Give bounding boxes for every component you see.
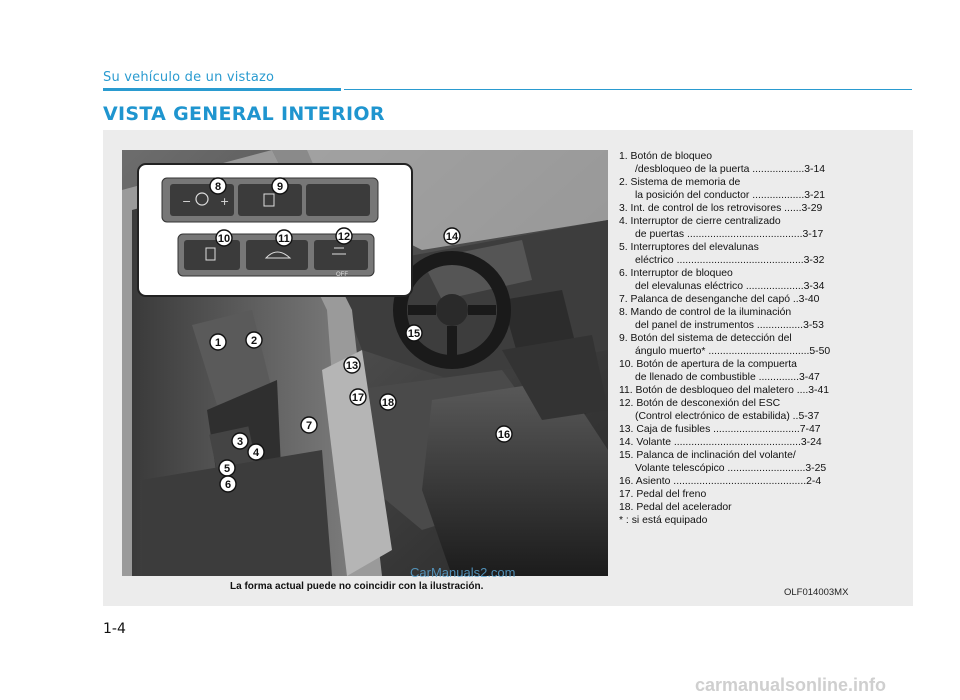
- legend-item-line: 6. Interruptor de bloqueo: [619, 268, 733, 279]
- section-title: Su vehículo de un vistazo: [103, 70, 275, 85]
- site-watermark: carmanualsonline.info: [695, 675, 887, 695]
- legend-item-line: 10. Botón de apertura de la compuerta: [619, 359, 797, 370]
- legend-item: [619, 501, 906, 514]
- legend-item-line: 2. Sistema de memoria de: [619, 177, 741, 188]
- legend-item-line: 17. Pedal del freno: [619, 489, 707, 500]
- callout-number: 14: [445, 231, 459, 243]
- callout-number: 7: [305, 420, 313, 432]
- legend-item-line: 12. Botón de desconexión del ESC: [619, 398, 781, 409]
- callout-number: 9: [276, 181, 284, 193]
- legend-item: [619, 332, 906, 358]
- page-heading: VISTA GENERAL INTERIOR: [103, 103, 385, 125]
- legend-item-line: 3. Int. de control de los retrovisores ......3-29: [619, 203, 823, 214]
- legend-item: [619, 384, 906, 397]
- figure-caption: La forma actual puede no coincidir con la ilustración.: [230, 581, 484, 592]
- legend-item: [619, 176, 906, 202]
- legend-item-line: 16. Asiento ..............................................2-4: [619, 476, 822, 487]
- section-rule: [103, 88, 341, 91]
- callout-number: 1: [214, 337, 222, 349]
- callout-number: 15: [407, 328, 421, 340]
- callout-number: 8: [214, 181, 222, 193]
- callout-number: 11: [278, 233, 290, 245]
- section-rule-thin: [344, 89, 912, 90]
- page-number: 1-4: [103, 621, 126, 637]
- legend-item: [619, 358, 906, 384]
- watermark: CarManuals2.com: [410, 565, 516, 580]
- legend-item: [619, 488, 906, 501]
- callout-number: 6: [224, 479, 232, 491]
- legend-list: [619, 150, 906, 527]
- callout-number: 2: [250, 335, 258, 347]
- legend-item-continuation: del elevalunas eléctrico ....................3-34: [635, 281, 825, 292]
- legend-item-line: 11. Botón de desbloqueo del maletero ....3-41: [619, 385, 830, 396]
- legend-item: [619, 267, 906, 293]
- callout-number: 4: [252, 447, 260, 459]
- legend-item-line: 7. Palanca de desenganche del capó ..3-40: [619, 294, 820, 305]
- legend-item-continuation: de llenado de combustible ..............3-47: [635, 372, 820, 383]
- callout-number: 10: [217, 233, 231, 245]
- legend-item-line: 8. Mando de control de la iluminación: [619, 307, 792, 318]
- figure-ref-code: OLF014003MX: [784, 587, 849, 598]
- legend-item-continuation: ángulo muerto* ...................................5-50: [635, 346, 831, 357]
- callout-number: 17: [351, 392, 365, 404]
- legend-item: [619, 436, 906, 449]
- legend-item-line: 4. Interruptor de cierre centralizado: [619, 216, 781, 227]
- legend-item-line: 5. Interruptores del elevalunas: [619, 242, 759, 253]
- legend-item: [619, 202, 906, 215]
- legend-item-line: 18. Pedal del acelerador: [619, 502, 732, 513]
- legend-item: [619, 241, 906, 267]
- legend-item-line: 9. Botón del sistema de detección del: [619, 333, 792, 344]
- legend-item-line: 1. Botón de bloqueo: [619, 151, 713, 162]
- svg-text:−: −: [182, 195, 192, 208]
- inset-off-label: OFF: [336, 272, 348, 278]
- legend-item-continuation: Volante telescópico ...........................3-25: [635, 463, 827, 474]
- legend-item-continuation: eléctrico ............................................3-32: [635, 255, 825, 266]
- legend-item-continuation: de puertas ........................................3-17: [635, 229, 824, 240]
- legend-item: [619, 449, 906, 475]
- callout-number: 16: [497, 429, 511, 441]
- callout-number: 18: [381, 397, 395, 409]
- callout-number: 5: [223, 463, 231, 475]
- callout-number: 12: [337, 231, 351, 243]
- legend-item-continuation: la posición del conductor ..................3-21: [635, 190, 826, 201]
- legend-item-continuation: (Control electrónico de estabilida) ..5-37: [635, 411, 820, 422]
- legend-item-line: 13. Caja de fusibles ..............................7-47: [619, 424, 821, 435]
- callout-number: 3: [236, 436, 244, 448]
- legend-item: [619, 306, 906, 332]
- legend-item-continuation: del panel de instrumentos ................3-53: [635, 320, 824, 331]
- interior-illustration: [122, 150, 608, 576]
- legend-item: [619, 514, 906, 527]
- legend-item: [619, 293, 906, 306]
- legend-item: [619, 150, 906, 176]
- legend-item-line: 15. Palanca de inclinación del volante/: [619, 450, 796, 461]
- legend-item: [619, 397, 906, 423]
- legend-item-line: 14. Volante ............................................3-24: [619, 437, 822, 448]
- legend-item-line: * : si está equipado: [619, 515, 708, 526]
- legend-item: [619, 475, 906, 488]
- svg-text:+: +: [220, 195, 230, 208]
- legend-item: [619, 215, 906, 241]
- legend-item-continuation: /desbloqueo de la puerta ..................3-14: [635, 164, 826, 175]
- callout-number: 13: [345, 360, 359, 372]
- legend-item: [619, 423, 906, 436]
